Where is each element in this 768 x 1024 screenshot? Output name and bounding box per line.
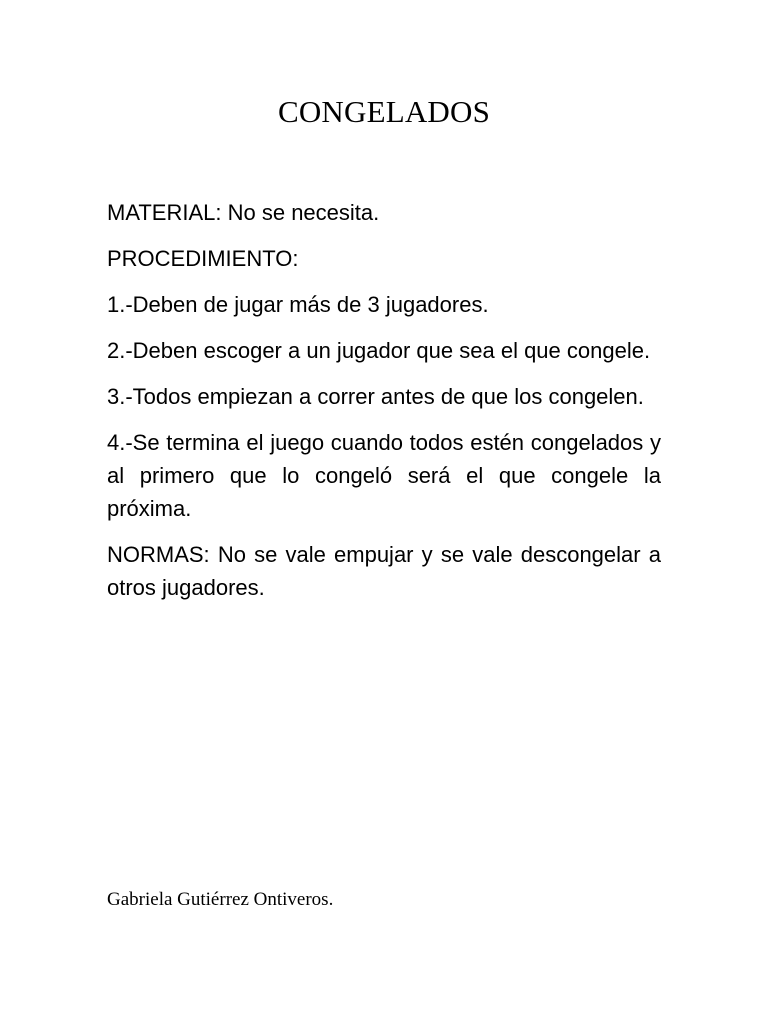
material-line: MATERIAL: No se necesita. bbox=[107, 200, 380, 225]
document-title: CONGELADOS bbox=[277, 94, 491, 129]
step-3: 3.-Todos empiezan a correr antes de que los congelen. bbox=[107, 384, 644, 409]
document-body bbox=[107, 196, 661, 617]
step-1: 1.-Deben de jugar más de 3 jugadores. bbox=[107, 292, 489, 317]
step-2: 2.-Deben escoger a un jugador que sea el que congele. bbox=[107, 338, 651, 363]
normas-paragraph: NORMAS: No se vale empujar y se vale descongelar a otros jugadores. bbox=[107, 542, 661, 600]
author-signature: Gabriela Gutiérrez Ontiveros. bbox=[107, 889, 334, 910]
procedimiento-heading: PROCEDIMIENTO: bbox=[107, 246, 299, 271]
step-4: 4.-Se termina el juego cuando todos estén congelados y al primero que lo congeló será el que congele la próxima. bbox=[107, 430, 661, 521]
